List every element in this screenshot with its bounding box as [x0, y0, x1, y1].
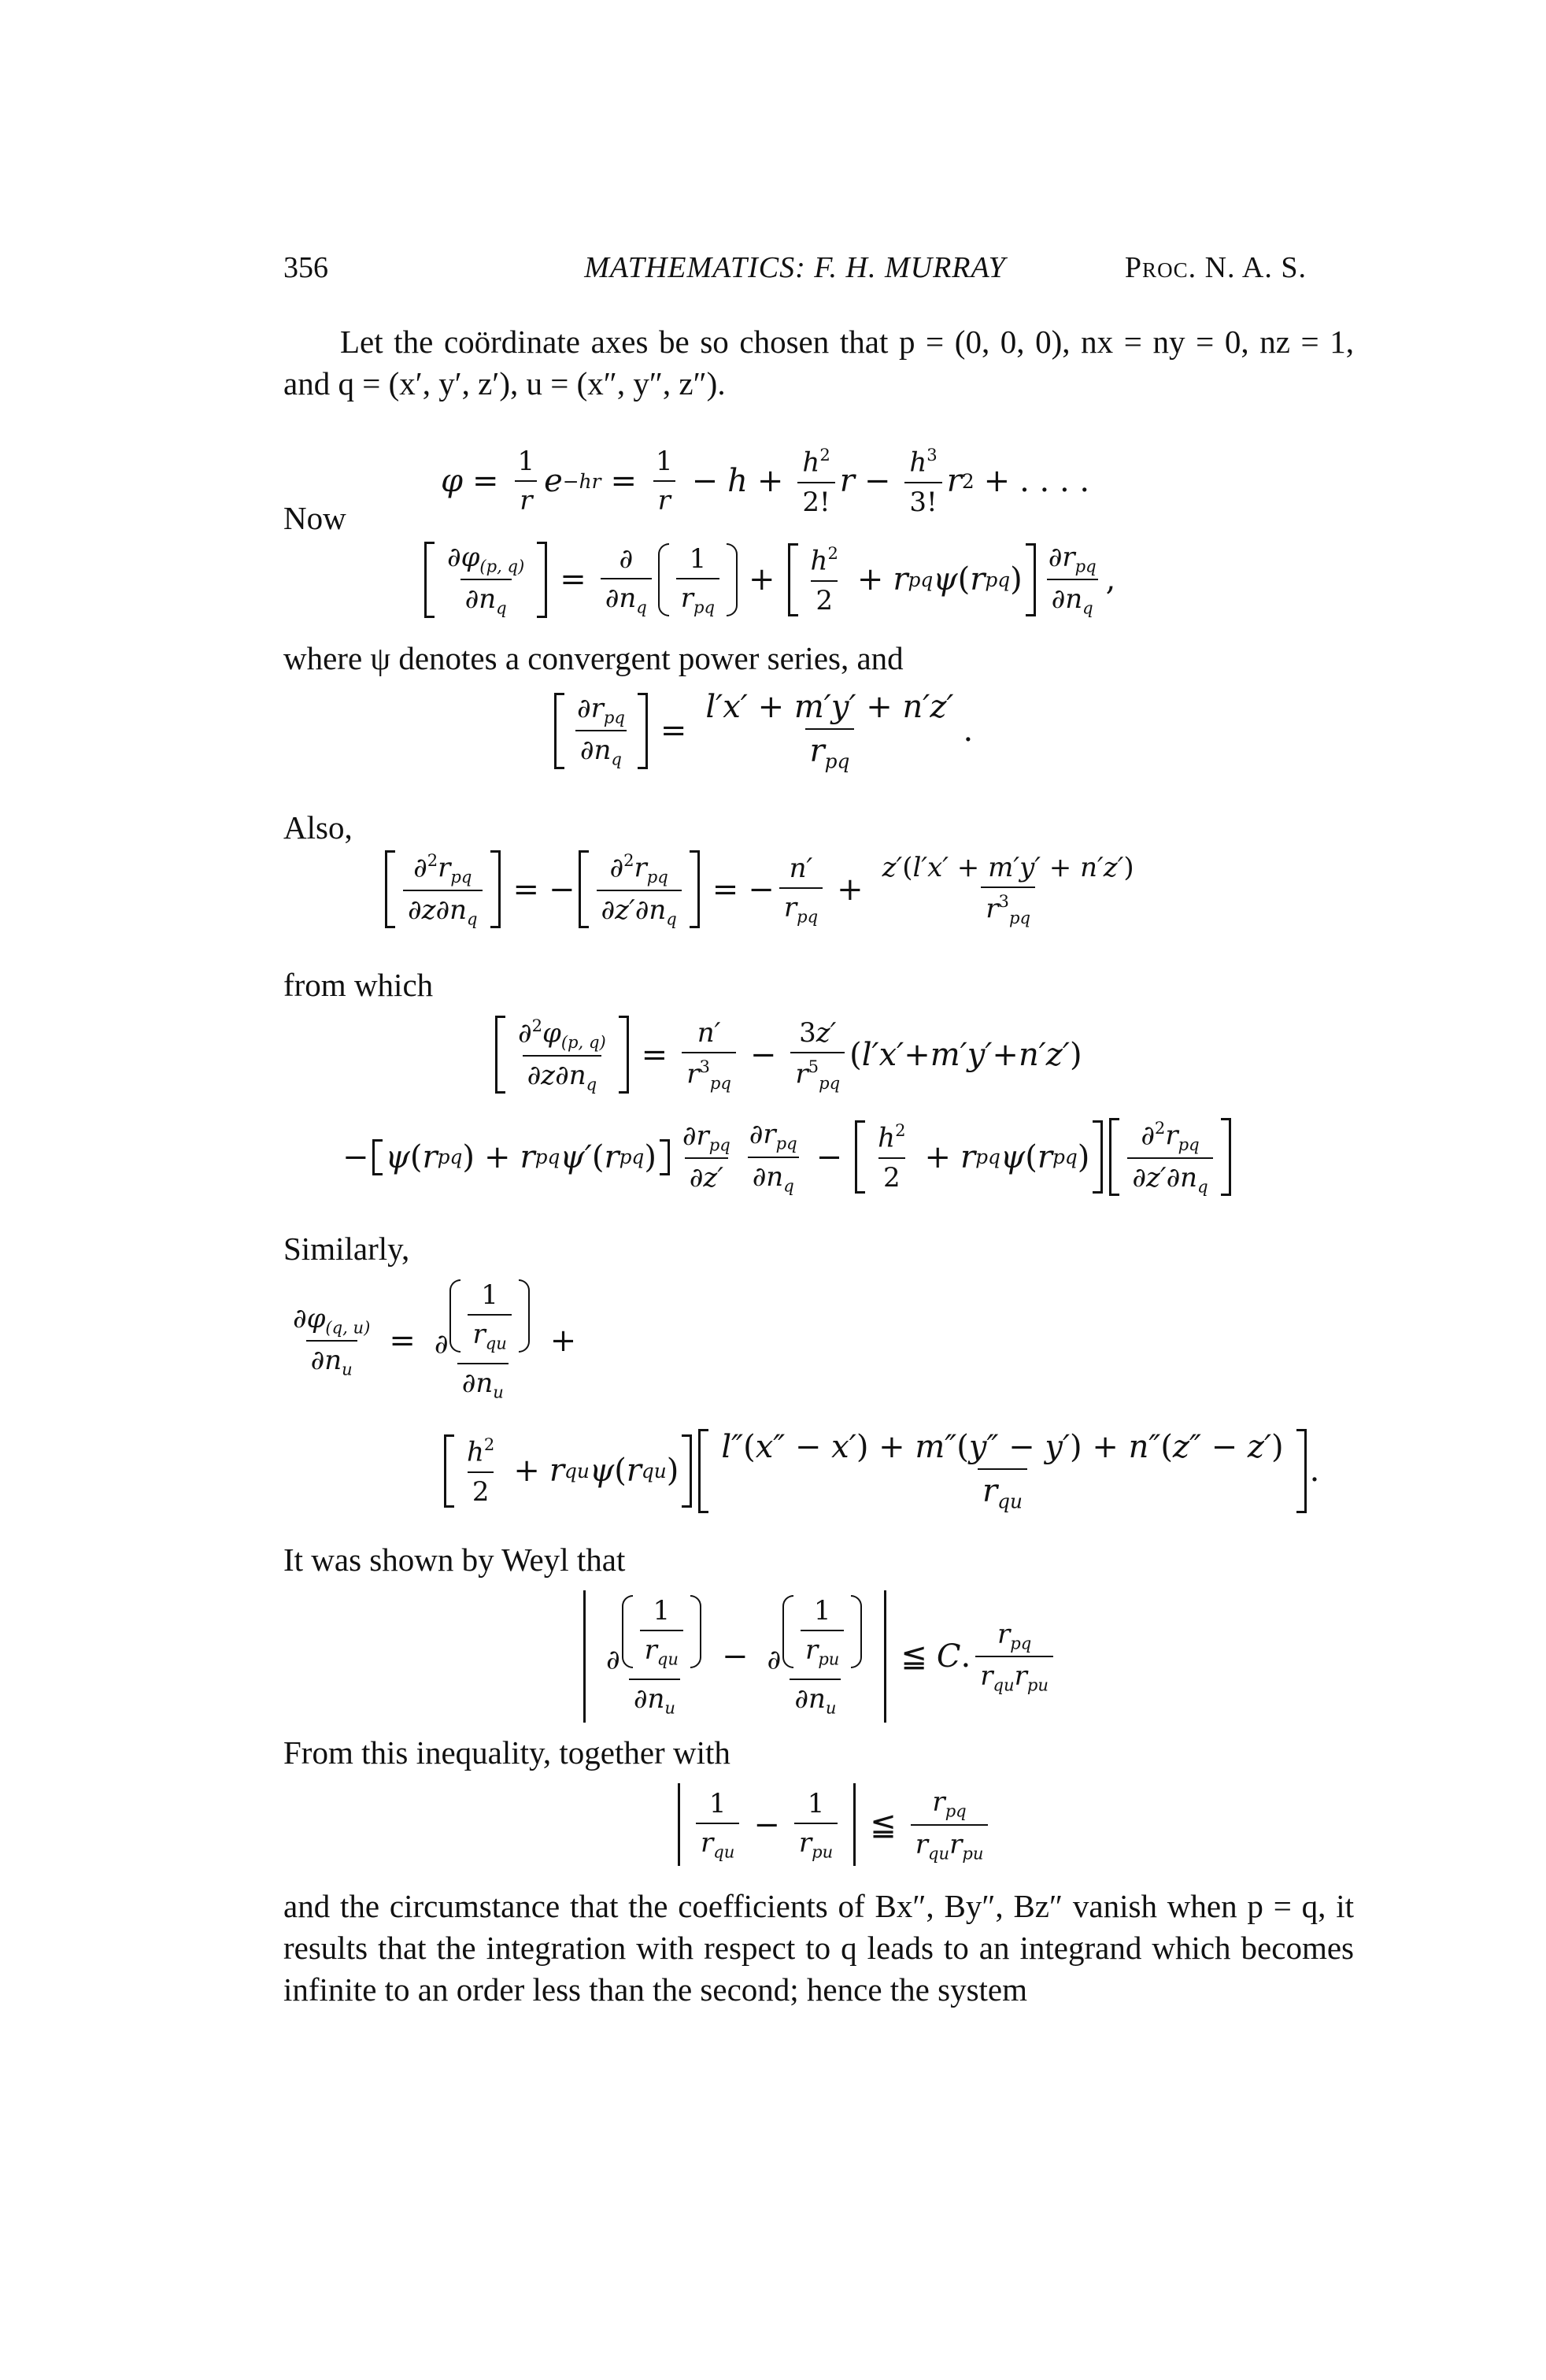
- label-also: Also,: [283, 809, 353, 846]
- page-number: 356: [283, 251, 328, 284]
- label-now: Now: [283, 500, 346, 536]
- label-from-inequality: From this inequality, together with: [283, 1734, 730, 1771]
- equation-second-inequality: $\frac{1}{r_{qu}}$ − $\frac{1}{r_{pu}}$ ≦ $\frac{r_{pq}}{r_{qu}r_{pu}}$: [673, 1783, 993, 1866]
- label-similarly: Similarly,: [283, 1231, 410, 1267]
- journal-name: Proc. N. A. S.: [1124, 251, 1307, 284]
- equation-dphi-qu-line2: $\frac{h^2}{2}$ + r qu ψ ( r qu ) $\frac{l''(x'' - x') + m''(y'' - y') + n''(z'' - z')}{r_{qu}}$ .: [441, 1429, 1319, 1513]
- equation-d2phi-line1: $\frac{\partial^2\varphi_{(p, q)}}{\partial z\partial n_q}$ = $\frac{n'}{r^3_{pq}}$ − $\frac{3z'}{r^5_{pq}}$ ( l′x′ + m′y′ + n′z′ ): [492, 1016, 1082, 1094]
- equation-weyl-inequality: ∂ $\frac{1}{r_{qu}}$ $\partial n_u$ − ∂ $\frac{1}{r_{pu}}$ $\partial n_u$ ≦ C . $\frac{r_{pq}}{r_{qu}r_{pu}}$: [579, 1590, 1058, 1723]
- paragraph-where-psi: where ψ denotes a convergent power series, and: [283, 640, 904, 676]
- equation-dphi-dn: $\frac{\partial\varphi_{(p, q)}}{\partial n_q}$ = $\frac{\partial}{\partial n_q}$ $\frac{1}{r_{pq}}$ + $\frac{h^2}{2}$ + r pq ψ ( r pq ) $\frac{\partial r_{pq}}{\partial n_q}$ ,: [421, 542, 1115, 618]
- page-header: [283, 250, 1307, 290]
- label-weyl: It was shown by Weyl that: [283, 1542, 626, 1578]
- equation-dphi-qu: $\frac{\partial\varphi_{(q, u)}}{\partial n_u}$ = ∂ $\frac{1}{r_{qu}}$ $\partial n_u$ +: [293, 1279, 577, 1402]
- equation-dr-dn: $\frac{\partial r_{pq}}{\partial n_q}$ = $\frac{l'x' + m'y' + n'z'}{r_{pq}}$ .: [551, 689, 973, 773]
- running-title: MATHEMATICS: F. H. MURRAY: [584, 251, 1006, 284]
- label-from-which: from which: [283, 967, 434, 1003]
- equation-phi-expansion: φ = $\frac{1}{r}$ e −hr = $\frac{1}{r}$ − h + $\frac{h^2}{2!}$ r − $\frac{h^3}{3!}$ r 2 + . . . .: [441, 445, 1090, 518]
- equation-second-derivative: $\frac{\partial^2r_{pq}}{\partial z\partial n_q}$ = − $\frac{\partial^2r_{pq}}{\partial z'\partial n_q}$ = − $\frac{n'}{r_{pq}}$ + $\frac{z'(l'x' + m'y' + n'z')}{r^3_{pq}}$: [382, 850, 1144, 928]
- equation-d2phi-line2: − ψ ( r pq ) + r pq ψ′ ( r pq ) $\frac{\partial r_{pq}}{\partial z'}$ $\frac{\partial r_{pq}}{\partial n_q}$ − $\frac{h^2}{2}$ + r pq ψ ( r pq ) $\frac{\partial^2r_{pq}}{\partial z'\partial n_q}$: [342, 1118, 1234, 1196]
- paragraph-conclusion: and the circumstance that the coefficients of Bx″, By″, Bz″ vanish when p = q, it results that the integration with respect to q leads to an integrand which becomes infinite to an order less than the second; hence the system: [283, 1888, 1354, 2008]
- paragraph-intro: Let the coördinate axes be so chosen that p = (0, 0, 0), nx = ny = 0, nz = 1, and q = (x′, y′, z′), u = (x″, y″, z″).: [283, 324, 1354, 402]
